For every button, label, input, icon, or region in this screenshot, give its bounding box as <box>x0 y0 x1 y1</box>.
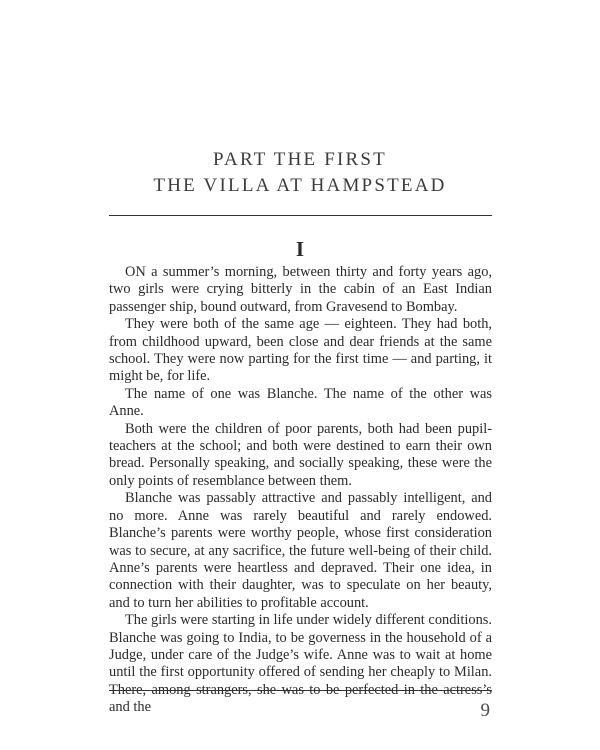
paragraph: Both were the children of poor parents, both had been pupil-teachers at the school; and both were destined to earn their own bread. Personally speaking, and socially speaking, these were the only points of resemblance between them. <box>109 420 492 489</box>
chapter-numeral: I <box>295 237 305 261</box>
page-number: 9 <box>480 700 490 721</box>
paragraph: They were both of the same age — eighteen. They had both, from childhood upward, been close and dear friends at the same school. They were now parting for the first time — and parting, it might be, for life. <box>109 316 492 385</box>
paragraph: Blanche was passably attractive and passably intelligent, and no more. Anne was rarely beautiful and rarely endowed. Blanche’s parents were worthy people, whose first consideration was to secure, at any sacrifice, the future well-being of their child. Anne’s parents were heartless and depraved. Their one idea, in connection with their daughter, was to speculate on her beauty, and to turn her abilities to profitable account. <box>109 490 492 611</box>
paragraph: ON a summer’s morning, between thirty and forty years ago, two girls were crying bitterly in the cabin of an East Indian passenger ship, bound outward, from Gravesend to Bombay. <box>109 264 492 315</box>
top-divider <box>109 215 492 216</box>
paragraph: The girls were starting in life under widely different conditions. Blanche was going to India, to be governess in the household of a Judge, under care of the Judge’s wife. Anne was to wait at home until the first opportunity offered of sending her cheaply to Milan. There, among strangers, she was to be perfected in the actress’s and the <box>109 612 492 716</box>
part-label: PART THE FIRST <box>213 149 387 170</box>
body-text <box>109 264 492 717</box>
part-title: THE VILLA AT HAMPSTEAD <box>153 175 447 196</box>
paragraph: The name of one was Blanche. The name of the other was Anne. <box>109 385 492 420</box>
bottom-divider <box>109 690 492 691</box>
